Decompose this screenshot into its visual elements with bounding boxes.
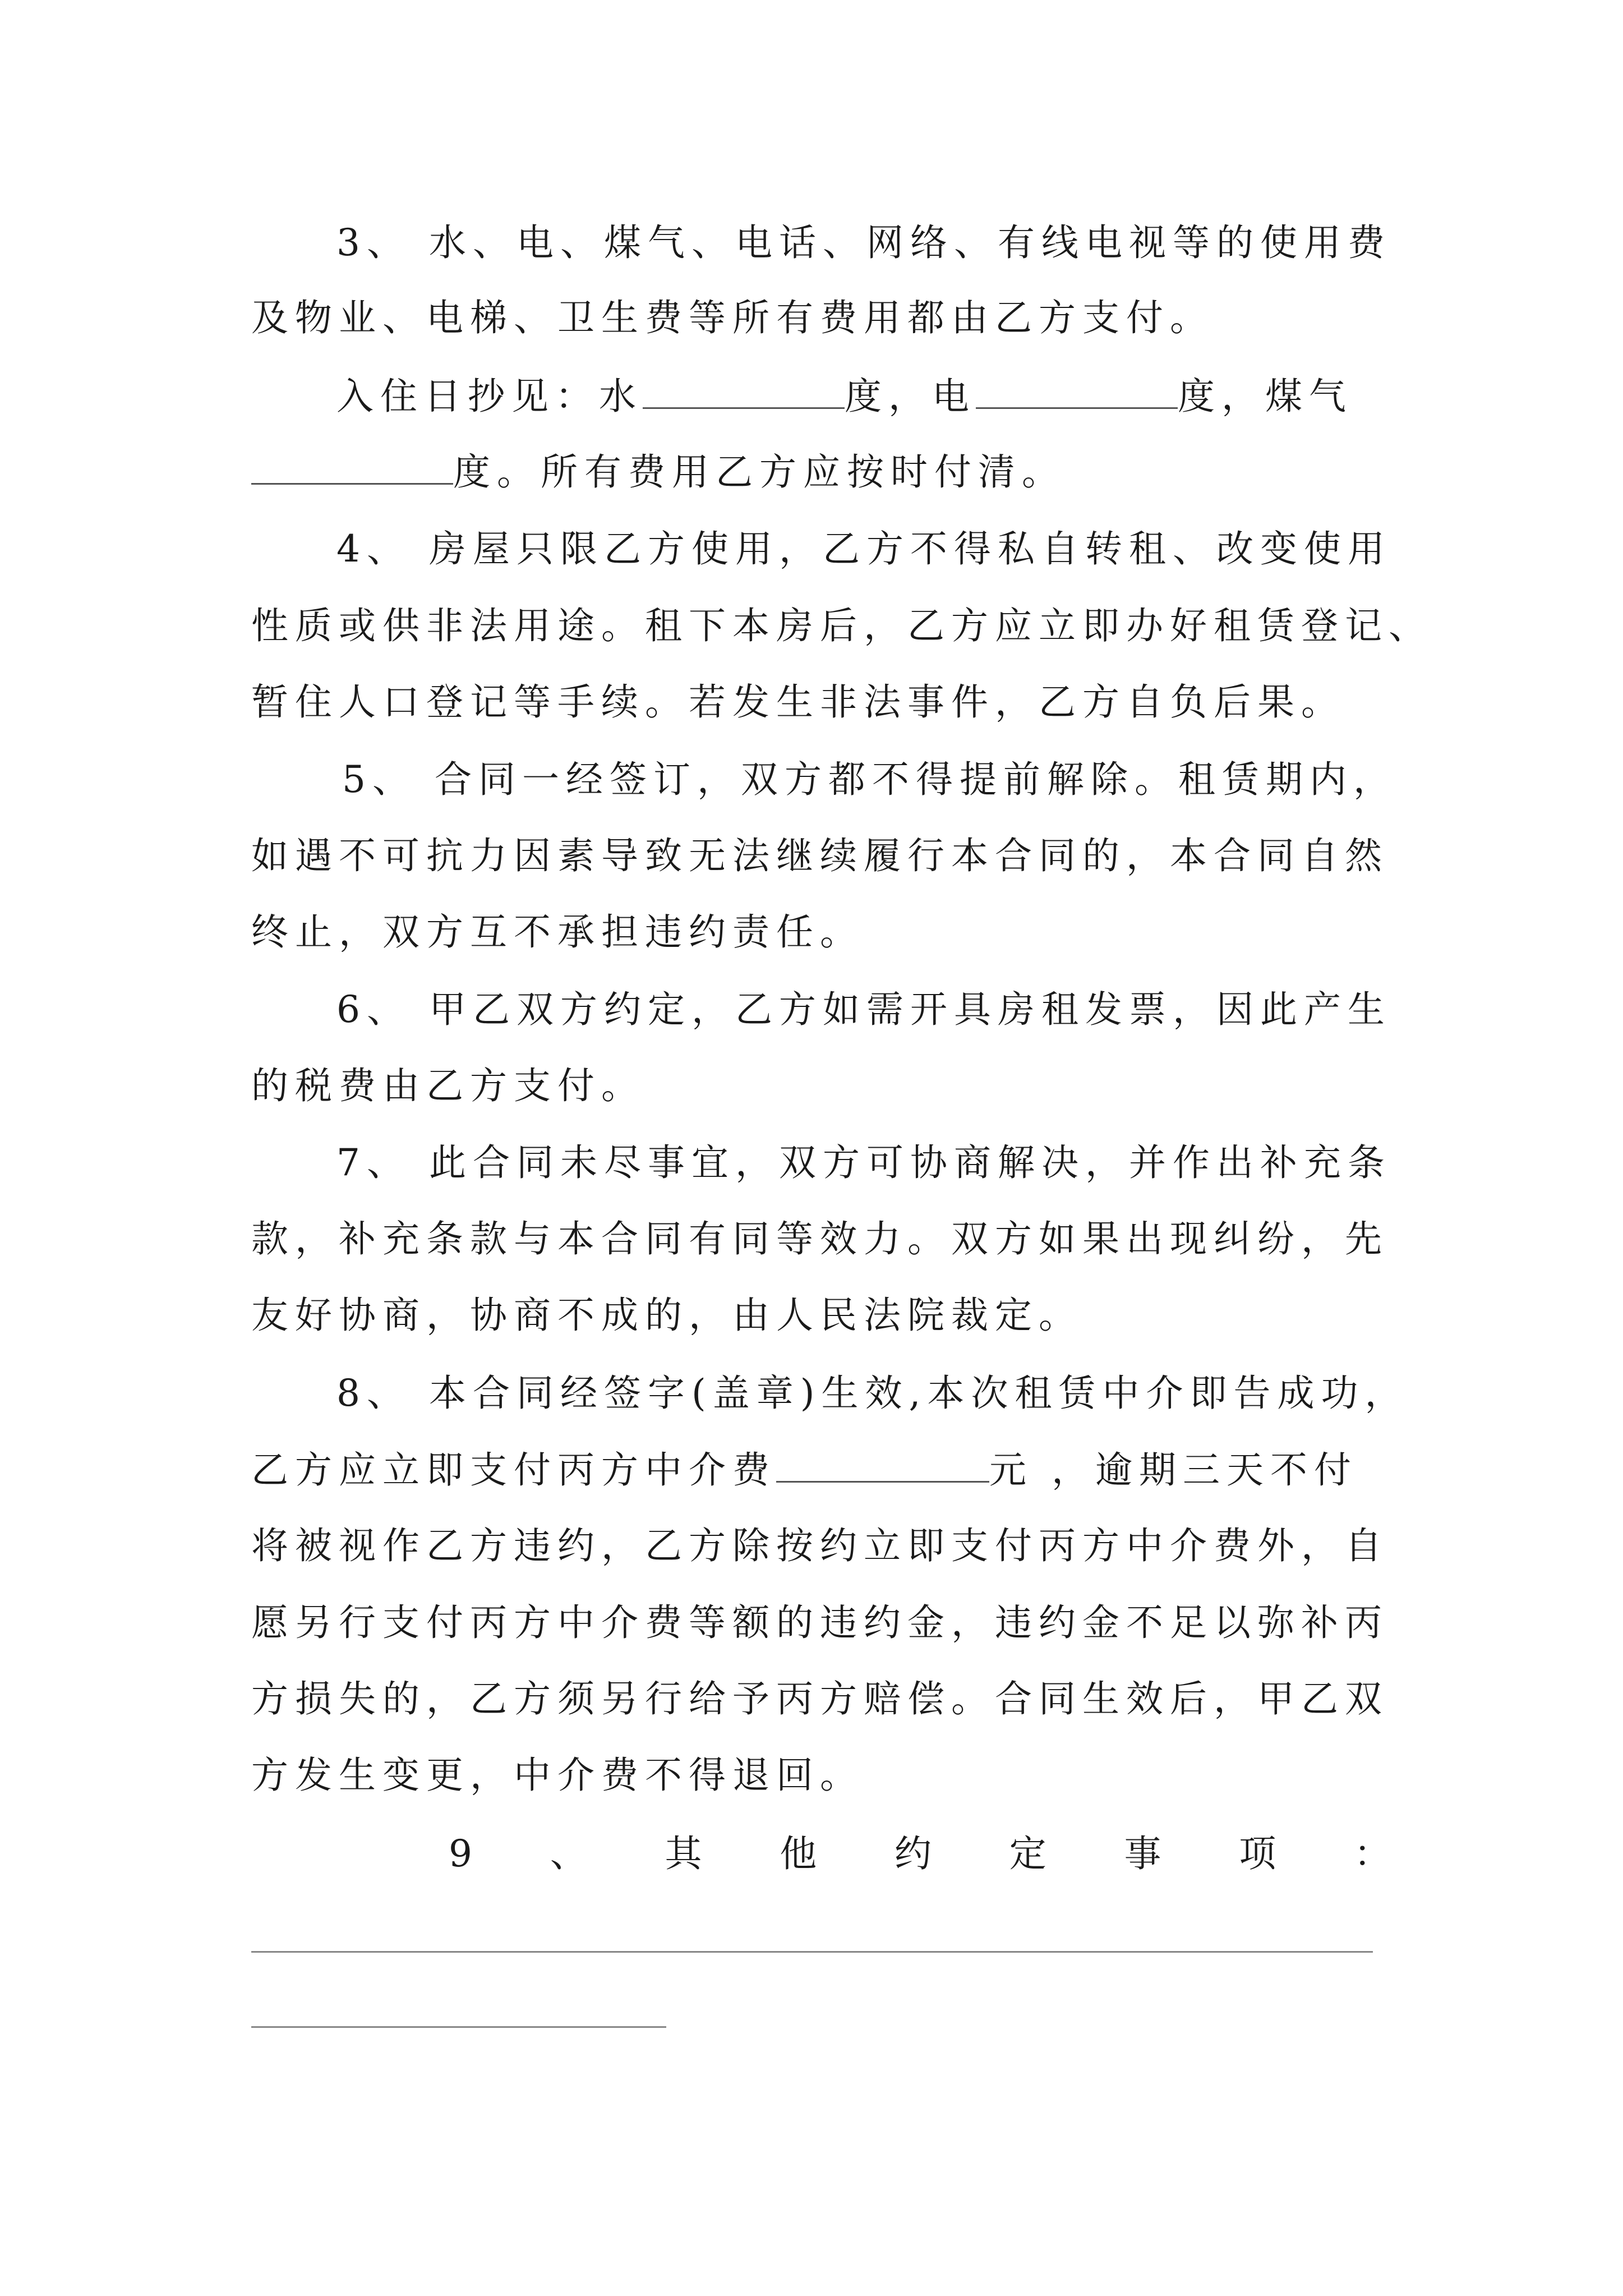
paragraph-8-line-6: 方发生变更，中介费不得退回。 xyxy=(251,1754,864,1797)
paragraph-8-line-3: 将被视作乙方违约，乙方除按约立即支付丙方中介费外，自 xyxy=(251,1524,1389,1567)
agency-fee-line xyxy=(251,1444,1358,1496)
gas-reading-blank[interactable] xyxy=(251,446,453,485)
other-agreements-blank-line-2[interactable] xyxy=(251,2026,666,2028)
other-agreements-heading xyxy=(449,1829,1391,1879)
agency-fee-suffix: 元 ，逾期三天不付 xyxy=(989,1448,1358,1492)
paragraph-6-line-2: 的税费由乙方支付。 xyxy=(251,1064,645,1107)
paragraph-5-line-2: 如遇不可抗力因素导致无法继续履行本合同的，本合同自然 xyxy=(251,834,1389,877)
paragraph-3-line-2: 及物业、电梯、卫生费等所有费用都由乙方支付。 xyxy=(251,296,1214,339)
item-9-separator: 、 xyxy=(550,1832,587,1875)
heading-colon: ： xyxy=(1354,1832,1391,1875)
electricity-unit: 度，煤气 xyxy=(1178,375,1353,418)
paragraph-4-line-3: 暂住人口登记等手续。若发生非法事件，乙方自负后果。 xyxy=(251,680,1345,724)
meter-prefix: 入住日抄见：水 xyxy=(336,375,643,418)
water-unit: 度，电 xyxy=(845,375,976,418)
paragraph-5-line-1: 5、 合同一经签订，双方都不得提前解除。租赁期内， xyxy=(342,758,1397,801)
gas-unit-text: 度。所有费用乙方应按时付清。 xyxy=(453,450,1066,494)
paragraph-4-line-2: 性质或供非法用途。租下本房后，乙方应立即办好租赁登记、 xyxy=(251,604,1432,647)
paragraph-8-line-1: 8、 本合同经签字(盖章)生效,本次租赁中介即告成功， xyxy=(336,1372,1409,1415)
electricity-reading-blank[interactable] xyxy=(976,370,1178,409)
paragraph-5-line-3: 终止，双方互不承担违约责任。 xyxy=(251,910,864,954)
heading-char: 约 xyxy=(895,1832,932,1875)
paragraph-7-line-3: 友好协商，协商不成的，由人民法院裁定。 xyxy=(251,1294,1082,1337)
paragraph-7-line-2: 款，补充条款与本合同有同等效力。双方如果出现纠纷，先 xyxy=(251,1217,1389,1260)
heading-char: 定 xyxy=(1009,1832,1046,1875)
paragraph-6-line-1: 6、 甲乙双方约定，乙方如需开具房租发票，因此产生 xyxy=(336,988,1391,1031)
agency-fee-blank[interactable] xyxy=(776,1444,989,1483)
other-agreements-blank-line-1[interactable] xyxy=(251,1951,1373,1953)
paragraph-4-line-1: 4、 房屋只限乙方使用，乙方不得私自转租、改变使用 xyxy=(336,527,1391,570)
agency-fee-prefix: 乙方应立即支付丙方中介费 xyxy=(251,1448,776,1492)
meter-reading-line xyxy=(336,370,1353,422)
heading-char: 他 xyxy=(780,1832,817,1875)
paragraph-3-line-1: 3、 水、电、煤气、电话、网络、有线电视等的使用费 xyxy=(336,221,1391,264)
paragraph-7-line-1: 7、 此合同未尽事宜，双方可协商解决，并作出补充条 xyxy=(336,1141,1391,1184)
heading-char: 项 xyxy=(1239,1832,1276,1875)
paragraph-8-line-4: 愿另行支付丙方中介费等额的违约金，违约金不足以弥补丙 xyxy=(251,1601,1389,1644)
gas-reading-line xyxy=(251,446,1066,498)
item-9-number: 9 xyxy=(449,1832,472,1875)
paragraph-8-line-5: 方损失的，乙方须另行给予丙方赔偿。合同生效后，甲乙双 xyxy=(251,1677,1389,1720)
heading-char: 其 xyxy=(665,1832,702,1875)
water-reading-blank[interactable] xyxy=(643,370,845,409)
heading-char: 事 xyxy=(1124,1832,1161,1875)
